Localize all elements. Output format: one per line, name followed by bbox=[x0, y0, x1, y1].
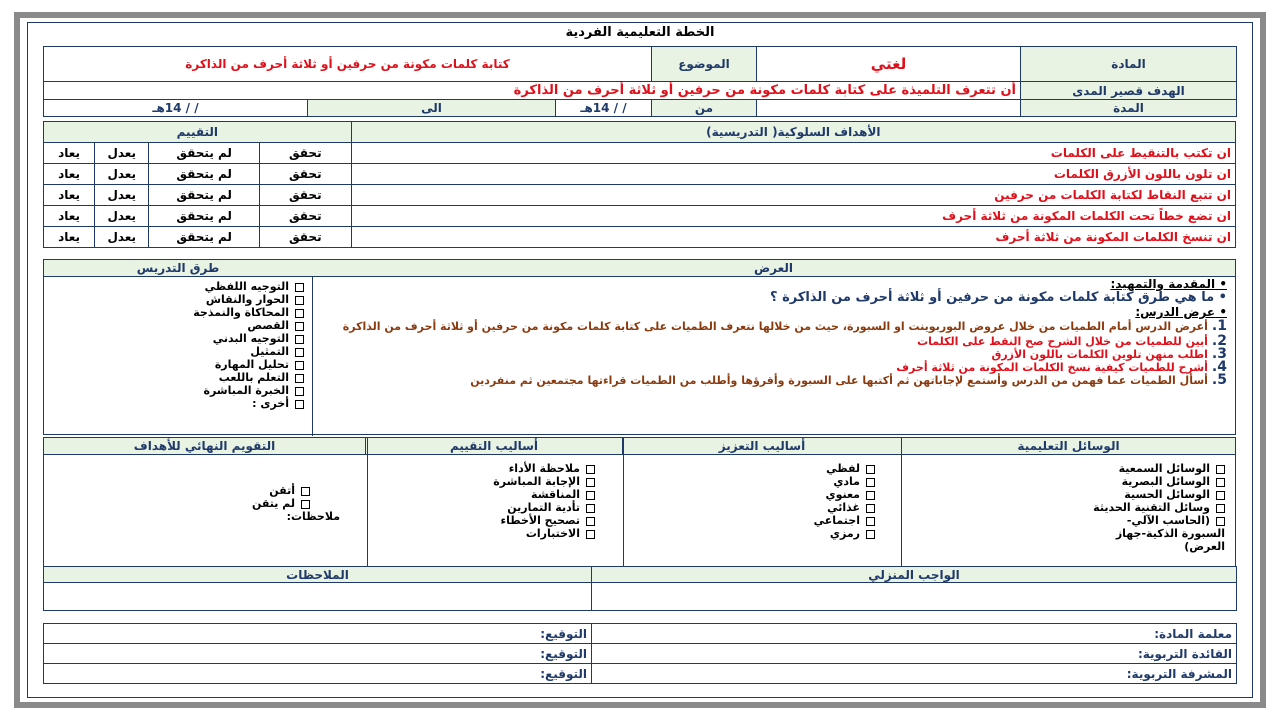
checkbox-icon[interactable] bbox=[866, 478, 875, 487]
checkbox-icon[interactable] bbox=[295, 335, 304, 344]
checkbox-icon[interactable] bbox=[586, 465, 595, 474]
eval-item[interactable]: المناقشة bbox=[395, 488, 595, 501]
eval-item[interactable]: تصحيح الأخطاء bbox=[395, 514, 595, 527]
achieved-cell: تحقق bbox=[259, 143, 351, 164]
aids-list bbox=[975, 462, 1225, 553]
objective-item: ان تكتب بالتنقيط على الكلمات bbox=[351, 143, 1235, 164]
modify-cell: يعدل bbox=[95, 227, 149, 248]
checkbox-icon[interactable] bbox=[866, 530, 875, 539]
eval-item[interactable]: الإجابة المباشرة bbox=[395, 475, 595, 488]
evaluation-header: التقييم bbox=[44, 122, 352, 143]
final-item-mastered[interactable]: أتقن bbox=[120, 484, 310, 497]
checkbox-icon[interactable] bbox=[295, 309, 304, 318]
homework-table bbox=[43, 566, 1237, 611]
reinforce-item[interactable]: اجتماعي bbox=[725, 514, 875, 527]
repeat-cell: يعاد bbox=[44, 227, 95, 248]
final-eval-header: التقويم النهائي للأهداف bbox=[44, 438, 365, 454]
method-item[interactable]: القصص bbox=[104, 319, 304, 332]
methods-list bbox=[104, 280, 304, 410]
checkbox-icon[interactable] bbox=[586, 530, 595, 539]
checkbox-icon[interactable] bbox=[295, 322, 304, 331]
subject-value: لغتي bbox=[757, 47, 1021, 82]
method-item[interactable]: التوجيه البدني bbox=[104, 332, 304, 345]
goal-value: أن تتعرف التلميذة على كتابة كلمات مكونة من حرفين أو ثلاثة أحرف من الذاكرة bbox=[44, 82, 1021, 100]
sign-label: التوقيع: bbox=[44, 624, 592, 644]
method-item[interactable]: التمثيل bbox=[104, 345, 304, 358]
checkbox-icon[interactable] bbox=[295, 348, 304, 357]
not-achieved-cell: لم يتحقق bbox=[149, 206, 260, 227]
from-label: من bbox=[652, 100, 757, 117]
checkbox-icon[interactable] bbox=[295, 296, 304, 305]
intro-label: • المقدمة والتمهيد: bbox=[1110, 277, 1227, 291]
final-notes-label: ملاحظات: bbox=[286, 510, 340, 523]
homework-field[interactable] bbox=[592, 583, 1237, 611]
method-item[interactable]: الحوار والنقاش bbox=[104, 293, 304, 306]
method-item[interactable]: الخبرة المباشرة bbox=[104, 384, 304, 397]
lesson-step-4: 4.أشرح للطميات كيفية نسخ الكلمات المكونة من ثلاثة أحرف bbox=[896, 359, 1227, 375]
not-achieved-cell: لم يتحقق bbox=[149, 185, 260, 206]
lesson-step-3: 3.اطلب منهن تلوين الكلمات باللون الأزرق bbox=[991, 346, 1227, 362]
supervisor-signature: المشرفة التربوية: bbox=[592, 664, 1237, 684]
repeat-cell: يعاد bbox=[44, 143, 95, 164]
aid-item[interactable]: الوسائل البصرية bbox=[975, 475, 1225, 488]
checkbox-icon[interactable] bbox=[586, 491, 595, 500]
objectives-header: الأهداف السلوكية( التدريسية) bbox=[351, 122, 1235, 143]
checkbox-icon[interactable] bbox=[295, 361, 304, 370]
checkbox-icon[interactable] bbox=[295, 374, 304, 383]
leader-signature: القائدة التربوية: bbox=[592, 644, 1237, 664]
teacher-signature: معلمة المادة: bbox=[592, 624, 1237, 644]
achieved-cell: تحقق bbox=[259, 206, 351, 227]
modify-cell: يعدل bbox=[95, 164, 149, 185]
objective-item: ان تلون باللون الأزرق الكلمات bbox=[351, 164, 1235, 185]
method-item[interactable]: تحليل المهارة bbox=[104, 358, 304, 371]
lesson-step-5: 5.أسأل الطميات عما فهمن من الدرس وأستمع لإجاباتهن ثم أكتبها على السبورة وأقرؤها وأطلب من الطميات قراءتها مجتمعين ثم منفردين bbox=[470, 372, 1227, 388]
checkbox-icon[interactable] bbox=[1216, 478, 1225, 487]
method-item[interactable]: المحاكاة والنمذجة bbox=[104, 306, 304, 319]
eval-item[interactable]: ملاحظة الأداء bbox=[395, 462, 595, 475]
repeat-cell: يعاد bbox=[44, 206, 95, 227]
to-date: / / 14هـ bbox=[44, 100, 308, 117]
method-item[interactable]: التوجيه اللفظي bbox=[104, 280, 304, 293]
goal-label: الهدف قصير المدى bbox=[1021, 82, 1237, 100]
modify-cell: يعدل bbox=[95, 143, 149, 164]
presentation-header: العرض bbox=[311, 260, 1235, 277]
lesson-label: • عرض الدرس: bbox=[1135, 305, 1227, 319]
method-item[interactable]: التعلم باللعب bbox=[104, 371, 304, 384]
aid-item[interactable]: (الحاسب الآلي-السبورة الذكية-جهاز العرض) bbox=[1115, 514, 1225, 553]
achieved-cell: تحقق bbox=[259, 185, 351, 206]
checkbox-icon[interactable] bbox=[866, 465, 875, 474]
not-achieved-cell: لم يتحقق bbox=[149, 143, 260, 164]
checkbox-icon[interactable] bbox=[866, 504, 875, 513]
notes-header: الملاحظات bbox=[44, 567, 592, 583]
checkbox-icon[interactable] bbox=[866, 491, 875, 500]
objective-item: ان تنسخ الكلمات المكونة من ثلاثة أحرف bbox=[351, 227, 1235, 248]
topic-value: كتابة كلمات مكونة من حرفين أو ثلاثة أحرف من الذاكرة bbox=[44, 47, 652, 82]
repeat-cell: يعاد bbox=[44, 185, 95, 206]
objective-item: ان تتبع النقاط لكتابة الكلمات من حرفين bbox=[351, 185, 1235, 206]
aid-item[interactable]: الوسائل الحسية bbox=[975, 488, 1225, 501]
modify-cell: يعدل bbox=[95, 185, 149, 206]
signatures-table bbox=[43, 623, 1237, 684]
final-eval-list bbox=[120, 484, 340, 523]
to-label: الى bbox=[308, 100, 556, 117]
reinforce-item[interactable]: غذائي bbox=[725, 501, 875, 514]
checkbox-icon[interactable] bbox=[295, 283, 304, 292]
aid-item[interactable]: وسائل التقنية الحديثة bbox=[975, 501, 1225, 514]
intro-question: • ما هي طرق كتابة كلمات مكونة من حرفين أو ثلاثة أحرف من الذاكرة ؟ bbox=[770, 290, 1227, 305]
checkbox-icon[interactable] bbox=[586, 517, 595, 526]
header-table bbox=[43, 46, 1237, 117]
checkbox-icon[interactable] bbox=[1216, 517, 1225, 526]
repeat-cell: يعاد bbox=[44, 164, 95, 185]
presentation-section bbox=[43, 259, 1236, 435]
lesson-step-2: 2.أبين للطميات من خلال الشرح صح النقط على الكلمات bbox=[917, 333, 1227, 349]
checkbox-icon[interactable] bbox=[1216, 504, 1225, 513]
eval-methods-list bbox=[395, 462, 595, 540]
method-item[interactable]: أخرى : bbox=[104, 397, 304, 410]
checkbox-icon[interactable] bbox=[1216, 465, 1225, 474]
lesson-step-1: 1.أعرض الدرس أمام الطميات من خلال عروض البوربوينت او السبورة، حيث من خلالها نتعرف الطميات على كتابة كلمات مكونة من حرفين أو ثلاثة أحرف من الذاكرة bbox=[342, 318, 1227, 334]
plan-document bbox=[27, 22, 1253, 698]
achieved-cell: تحقق bbox=[259, 164, 351, 185]
eval-item[interactable]: تأدية التمارين bbox=[395, 501, 595, 514]
checkbox-icon[interactable] bbox=[295, 400, 304, 409]
objectives-table bbox=[43, 121, 1236, 248]
checkbox-icon[interactable] bbox=[586, 504, 595, 513]
page-title: الخطة التعليمية الفردية bbox=[565, 25, 715, 40]
modify-cell: يعدل bbox=[95, 206, 149, 227]
eval-item[interactable]: الاختبارات bbox=[395, 527, 595, 540]
reinforce-item[interactable]: معنوي bbox=[725, 488, 875, 501]
duration-label: المدة bbox=[1021, 100, 1237, 117]
reinforce-list bbox=[725, 462, 875, 540]
final-item-not-mastered[interactable]: لم يتقن bbox=[120, 497, 310, 510]
sign-label: التوقيع: bbox=[44, 664, 592, 684]
eval-methods-header: أساليب التقييم bbox=[365, 438, 622, 454]
notes-field[interactable] bbox=[44, 583, 592, 611]
sign-label: التوقيع: bbox=[44, 644, 592, 664]
checkbox-icon[interactable] bbox=[586, 478, 595, 487]
aids-header: الوسائل التعليمية bbox=[901, 438, 1235, 454]
methods-header: طرق التدريس bbox=[44, 260, 312, 277]
aid-item[interactable]: الوسائل السمعية bbox=[975, 462, 1225, 475]
checkbox-icon[interactable] bbox=[301, 500, 310, 509]
achieved-cell: تحقق bbox=[259, 227, 351, 248]
topic-label: الموضوع bbox=[652, 47, 757, 82]
subject-label: المادة bbox=[1021, 47, 1237, 82]
reinforce-item[interactable]: مادي bbox=[725, 475, 875, 488]
reinforce-header: أساليب التعزيز bbox=[622, 438, 901, 454]
resources-section bbox=[43, 437, 1236, 573]
reinforce-item[interactable]: لفظي bbox=[725, 462, 875, 475]
reinforce-item[interactable]: رمزي bbox=[725, 527, 875, 540]
checkbox-icon[interactable] bbox=[301, 487, 310, 496]
checkbox-icon[interactable] bbox=[295, 387, 304, 396]
checkbox-icon[interactable] bbox=[1216, 491, 1225, 500]
checkbox-icon[interactable] bbox=[866, 517, 875, 526]
from-date: / / 14هـ bbox=[556, 100, 652, 117]
not-achieved-cell: لم يتحقق bbox=[149, 227, 260, 248]
homework-header: الواجب المنزلي bbox=[592, 567, 1237, 583]
objective-item: ان تضع خطاً تحت الكلمات المكونة من ثلاثة أحرف bbox=[351, 206, 1235, 227]
not-achieved-cell: لم يتحقق bbox=[149, 164, 260, 185]
